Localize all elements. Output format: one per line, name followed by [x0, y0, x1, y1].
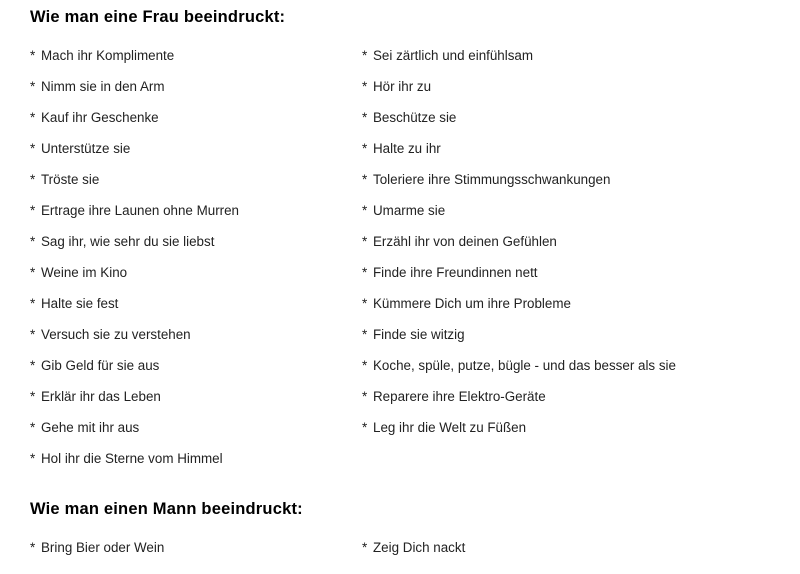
list-item	[362, 40, 792, 71]
list-item	[30, 71, 360, 102]
right-column-men	[362, 532, 792, 563]
bullet-marker: *	[362, 358, 368, 374]
list-item-label: Toleriere ihre Stimmungsschwankungen	[373, 172, 611, 188]
list-item-label: Erklär ihr das Leben	[41, 389, 161, 405]
bullet-marker: *	[30, 296, 36, 312]
list-item	[362, 164, 792, 195]
left-column-men	[30, 532, 360, 563]
bullet-marker: *	[362, 420, 368, 436]
list-item	[30, 412, 360, 443]
list-item-label: Sei zärtlich und einfühlsam	[373, 48, 534, 64]
list-item	[362, 71, 792, 102]
bullet-marker: *	[30, 327, 36, 343]
list-item-label: Reparere ihre Elektro-Geräte	[373, 389, 546, 405]
list-item	[30, 350, 360, 381]
tips-list-women-right	[362, 40, 792, 443]
tips-list-men-right	[362, 532, 792, 563]
bullet-marker: *	[362, 48, 368, 64]
bullet-marker: *	[30, 451, 36, 467]
bullet-marker: *	[362, 389, 368, 405]
list-item	[30, 532, 360, 563]
bullet-marker: *	[30, 358, 36, 374]
list-item-label: Hör ihr zu	[373, 79, 432, 95]
list-item-label: Kauf ihr Geschenke	[41, 110, 159, 126]
list-item-label: Bring Bier oder Wein	[41, 540, 165, 556]
list-item-label: Hol ihr die Sterne vom Himmel	[41, 451, 223, 467]
bullet-marker: *	[30, 265, 36, 281]
list-item-label: Erzähl ihr von deinen Gefühlen	[373, 234, 557, 250]
list-item-label: Tröste sie	[41, 172, 100, 188]
list-item	[30, 381, 360, 412]
list-item-label: Sag ihr, wie sehr du sie liebst	[41, 234, 215, 250]
bullet-marker: *	[362, 327, 368, 343]
list-item	[362, 532, 792, 563]
list-item-label: Finde ihre Freundinnen nett	[373, 265, 538, 281]
list-item-label: Unterstütze sie	[41, 141, 131, 157]
list-item	[362, 102, 792, 133]
bullet-marker: *	[30, 48, 36, 64]
list-item-label: Weine im Kino	[41, 265, 128, 281]
section-impress-a-man	[0, 500, 800, 556]
list-item	[30, 226, 360, 257]
section-title-women: Wie man eine Frau beeindruckt:	[30, 8, 286, 26]
list-item	[362, 412, 792, 443]
list-item	[362, 288, 792, 319]
section-title-men: Wie man einen Mann beeindruckt:	[30, 500, 303, 518]
bullet-marker: *	[30, 79, 36, 95]
list-item	[30, 288, 360, 319]
list-item-label: Halte zu ihr	[373, 141, 441, 157]
list-item	[30, 195, 360, 226]
bullet-marker: *	[362, 265, 368, 281]
list-item-label: Leg ihr die Welt zu Füßen	[373, 420, 527, 436]
bullet-marker: *	[30, 234, 36, 250]
left-column-women	[30, 40, 360, 474]
bullet-marker: *	[362, 79, 368, 95]
list-item	[362, 381, 792, 412]
list-item-label: Gehe mit ihr aus	[41, 420, 140, 436]
bullet-marker: *	[362, 110, 368, 126]
bullet-marker: *	[362, 203, 368, 219]
list-item-label: Ertrage ihre Launen ohne Murren	[41, 203, 240, 219]
bullet-marker: *	[362, 172, 368, 188]
list-item-label: Mach ihr Komplimente	[41, 48, 175, 64]
bullet-marker: *	[30, 420, 36, 436]
list-item-label: Gib Geld für sie aus	[41, 358, 160, 374]
list-item	[30, 443, 360, 474]
list-item	[362, 195, 792, 226]
list-item-label: Beschütze sie	[373, 110, 457, 126]
bullet-marker: *	[30, 203, 36, 219]
list-item-label: Finde sie witzig	[373, 327, 465, 343]
tips-list-women-left	[30, 40, 360, 474]
list-item-label: Nimm sie in den Arm	[41, 79, 165, 95]
bullet-marker: *	[30, 540, 36, 556]
bullet-marker: *	[362, 234, 368, 250]
list-item	[362, 257, 792, 288]
list-item	[362, 319, 792, 350]
bullet-marker: *	[362, 141, 368, 157]
list-item	[362, 133, 792, 164]
bullet-marker: *	[362, 296, 368, 312]
list-item	[362, 226, 792, 257]
tips-list-men-left	[30, 532, 360, 563]
section-impress-a-woman	[0, 8, 800, 467]
list-item-label: Umarme sie	[373, 203, 446, 219]
list-item	[30, 40, 360, 71]
bullet-marker: *	[30, 110, 36, 126]
list-item	[30, 102, 360, 133]
list-item-label: Halte sie fest	[41, 296, 119, 312]
list-item	[362, 350, 792, 381]
bullet-marker: *	[30, 172, 36, 188]
list-item	[30, 133, 360, 164]
bullet-marker: *	[362, 540, 368, 556]
list-item-label: Versuch sie zu verstehen	[41, 327, 191, 343]
list-item	[30, 164, 360, 195]
bullet-marker: *	[30, 141, 36, 157]
list-item	[30, 319, 360, 350]
list-item	[30, 257, 360, 288]
list-item-label: Kümmere Dich um ihre Probleme	[373, 296, 571, 312]
list-item-label: Zeig Dich nackt	[373, 540, 466, 556]
bullet-marker: *	[30, 389, 36, 405]
right-column-women	[362, 40, 792, 443]
list-item-label: Koche, spüle, putze, bügle - und das besser als sie	[373, 358, 676, 374]
